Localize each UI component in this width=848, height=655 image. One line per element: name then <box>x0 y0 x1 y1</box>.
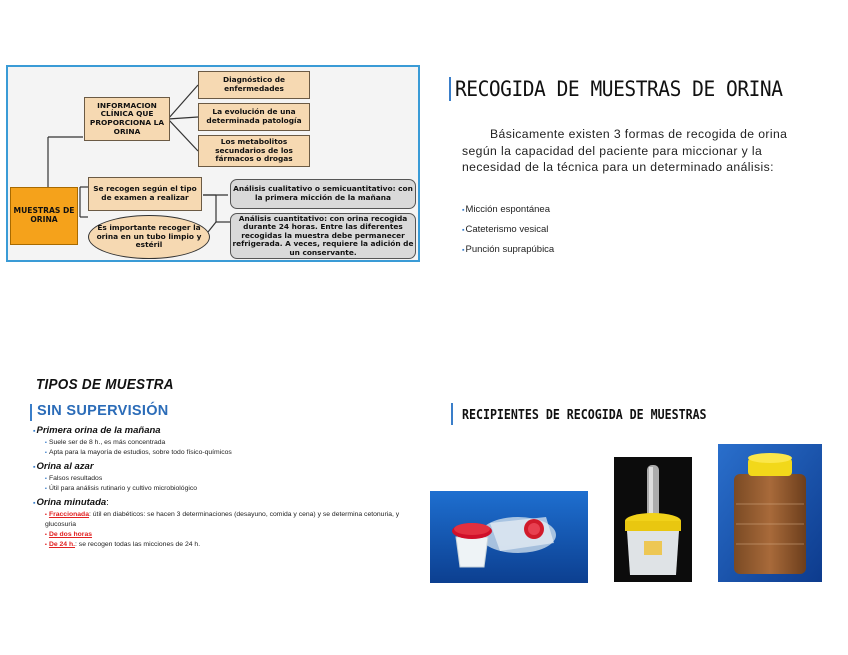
intro-paragraph <box>462 126 802 176</box>
bullet-icon: ▪ <box>33 464 36 471</box>
bullet-icon: ▪ <box>45 440 47 446</box>
importante-oval: Es importante recoger la orina en un tubo limpio y estéril <box>88 215 210 259</box>
sin-accent-bar <box>30 404 32 421</box>
bullet-icon: ▪ <box>45 450 47 456</box>
dos-horas-link[interactable]: De dos horas <box>48 531 93 538</box>
bullet-text: Punción suprapúbica <box>465 244 555 255</box>
bullet-text: Micción espontánea <box>465 204 550 215</box>
analisis-cualitativo-box: Análisis cualitativo o semicuantitativo: con la primera micción de la mañana <box>230 179 416 209</box>
list-item <box>33 530 413 540</box>
bullet-icon: ▪ <box>462 227 465 234</box>
se-recogen-box: Se recogen según el tipo de examen a realizar <box>88 177 202 211</box>
item-text: : se recogen todas las micciones de 24 h. <box>75 541 201 548</box>
list-item <box>462 200 554 220</box>
bullet-icon: ▪ <box>45 512 47 518</box>
tipos-heading: TIPOS DE MUESTRA <box>36 376 174 393</box>
orina-diagram <box>6 65 420 262</box>
list-item <box>33 448 413 458</box>
list-item <box>33 510 413 530</box>
title-accent-bar <box>449 77 451 101</box>
24h-link[interactable]: De 24 h. <box>48 541 76 548</box>
diagnostico-box: Diagnóstico de enfermedades <box>198 71 310 99</box>
bullet-text: Cateterismo vesical <box>465 224 549 235</box>
list-item <box>33 484 413 494</box>
bullet-icon: ▪ <box>45 542 47 548</box>
bullet-icon: ▪ <box>33 428 36 435</box>
bullet-icon: ▪ <box>462 207 465 214</box>
recipientes-title: RECIPIENTES DE RECOGIDA DE MUESTRAS <box>462 408 707 423</box>
bullet-icon: ▪ <box>45 476 47 482</box>
item-text: Apta para la mayoría de estudios, sobre todo físico-químicos <box>48 449 232 456</box>
informacion-clinica-box: INFORMACION CLÍNICA QUE PROPORCIONA LA ORINA <box>84 97 170 141</box>
item-title: Orina minutada <box>36 497 107 508</box>
analisis-cuantitativo-box: Análisis cuantitativo: con orina recogida durante 24 horas. Entre las diferentes recogidas la muestra debe permanecer refrigerada. A veces, requiere la adición de un conservante. <box>230 213 416 259</box>
bullet-icon: ▪ <box>45 486 47 492</box>
item-suffix: : <box>106 497 109 508</box>
item-title: Primera orina de la mañana <box>36 425 161 436</box>
list-item <box>462 220 554 240</box>
item-text: Suele ser de 8 h., es más concentrada <box>48 439 166 446</box>
rec-accent-bar <box>451 403 453 425</box>
list-item <box>33 540 413 550</box>
item-text: Útil para análisis rutinario y cultivo microbiológico <box>48 485 198 492</box>
item-title: Orina al azar <box>36 461 94 472</box>
tipos-list <box>33 424 413 550</box>
list-item <box>33 438 413 448</box>
formas-list <box>462 200 554 260</box>
recogida-title: RECOGIDA DE MUESTRAS DE ORINA <box>455 77 783 101</box>
container-tube-photo <box>614 457 692 582</box>
list-item <box>462 240 554 260</box>
list-item <box>33 474 413 484</box>
container-cup-photo <box>430 491 588 583</box>
item-text: : útil en diabéticos: se hacen 3 determinaciones (desayuno, comida y cena) y se determina cetonuria, y glucosuria <box>45 511 400 528</box>
container-24h-photo <box>718 444 822 582</box>
sin-supervision-heading: SIN SUPERVISIÓN <box>37 403 169 419</box>
list-item <box>33 460 413 474</box>
bullet-icon: ▪ <box>33 500 36 507</box>
bullet-icon: ▪ <box>45 532 47 538</box>
list-item <box>33 424 413 438</box>
list-item <box>33 496 413 510</box>
intro-paragraph-text: Básicamente existen 3 formas de recogida de orina según la capacidad del paciente para miccionar y la necesidad de la técnica para un determinado análisis: <box>462 127 788 174</box>
item-text: Falsos resultados <box>48 475 103 482</box>
bullet-icon: ▪ <box>462 247 465 254</box>
metabolitos-box: Los metabolitos secundarios de los fármacos o drogas <box>198 135 310 167</box>
evolucion-box: La evolución de una determinada patología <box>198 103 310 131</box>
muestras-de-orina-box: MUESTRAS DE ORINA <box>10 187 78 245</box>
fraccionada-link[interactable]: Fraccionada <box>48 511 89 518</box>
